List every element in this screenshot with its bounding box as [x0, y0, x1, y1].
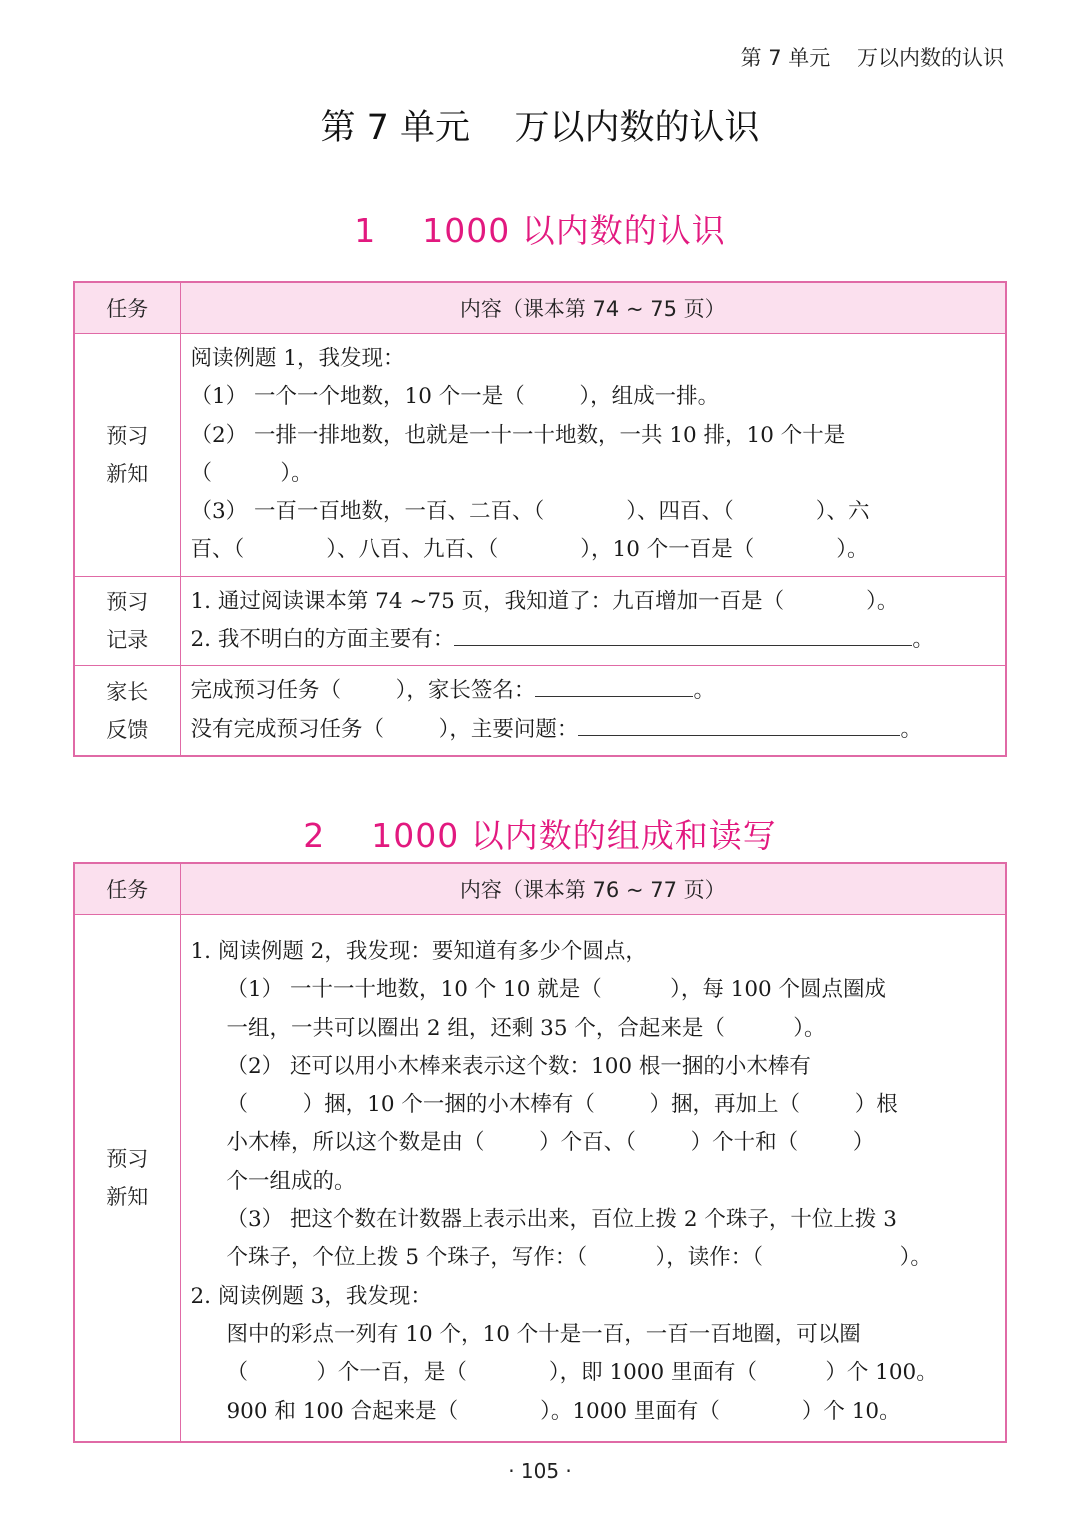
content-line: 1. 阅读例题 2，我发现：要知道有多少个圆点，: [190, 939, 647, 964]
row-label: [74, 334, 180, 577]
row-label-line: 预习: [106, 590, 149, 615]
content-line: 个一组成的。: [226, 1168, 356, 1194]
row-label-line: 反馈: [106, 717, 149, 742]
content-line: （2） 还可以用小木棒来表示这个数：100 根一捆的小木棒有: [226, 1053, 811, 1079]
content-line: 一组，一共可以圈出 2 组，还剩 35 个，合起来是（ ）。: [226, 1015, 826, 1041]
row-label-line: 预习: [106, 1146, 149, 1171]
content-line: 小木棒，所以这个数是由（ ）个百、（ ）个十和（ ）: [226, 1130, 875, 1156]
content-text: 完成预习任务（ ），家长签名：: [190, 678, 536, 704]
unit-title: 第 7 单元 万以内数的认识: [320, 108, 760, 148]
content-text: 没有完成预习任务（ ），主要问题：: [190, 716, 579, 742]
content-line: 图中的彩点一列有 10 个，10 个十是一百，一百一百地圈，可以圈: [226, 1321, 861, 1347]
signature-blank[interactable]: [535, 672, 693, 697]
section-1-title: 1 1000 以内数的认识: [354, 211, 726, 250]
row-label-line: 家长: [106, 679, 149, 704]
content-line: （2） 一排一排地数，也就是一十一十地数，一共 10 排，10 个十是: [190, 422, 846, 448]
content-line: [191, 672, 996, 710]
page-number: · 105 ·: [508, 1459, 572, 1483]
content-text: 。: [693, 678, 715, 704]
section-2-table: [73, 862, 1007, 1443]
section-1-table: [73, 281, 1007, 757]
table-row: [74, 666, 1006, 756]
table-row: [74, 576, 1006, 666]
table-header-row: [74, 282, 1006, 334]
problem-blank[interactable]: [578, 711, 900, 736]
content-text: 。: [900, 716, 922, 742]
content-text: 。: [912, 627, 934, 653]
content-line: （1） 一个一个地数，10 个一是（ ），组成一排。: [190, 384, 720, 410]
content-line: [191, 621, 996, 659]
content-line: （1） 一十一十地数，10 个 10 就是（ ），每 100 个圆点圈成: [226, 977, 887, 1003]
content-line: 1. 通过阅读课本第 74 ~75 页，我知道了：九百增加一百是（ ）。: [190, 588, 899, 614]
row-label-line: 新知: [106, 461, 149, 486]
fill-in-blank[interactable]: [454, 621, 912, 646]
content-line: 900 和 100 合起来是（ ）。1000 里面有（ ）个 10。: [226, 1398, 901, 1424]
content-line: 个珠子，个位上拨 5 个珠子，写作：（ ），读作：（ ）。: [226, 1245, 932, 1271]
section-2-title: 2 1000 以内数的组成和读写: [303, 816, 777, 855]
running-head: 第 7 单元 万以内数的认识: [740, 46, 1004, 70]
content-column-header: 内容（课本第 76 ~ 77 页）: [180, 863, 1006, 915]
row-label-line: 新知: [106, 1184, 149, 1209]
row-label-line: 记录: [106, 628, 149, 653]
row-content: [180, 666, 1006, 756]
task-column-header: 任务: [74, 863, 180, 915]
table-row: [74, 915, 1006, 1442]
row-content: [180, 915, 1006, 1442]
task-column-header: 任务: [74, 282, 180, 334]
content-line: （ ）。: [190, 460, 313, 486]
table-header-row: [74, 863, 1006, 915]
row-content: [180, 576, 1006, 666]
row-label: [74, 576, 180, 666]
content-line: 百、（ ）、八百、九百、（ ），10 个一百是（ ）。: [190, 537, 869, 563]
content-text: 2. 我不明白的方面主要有：: [190, 627, 455, 653]
row-label: [74, 915, 180, 1442]
content-line: 2. 阅读例题 3，我发现：: [190, 1283, 432, 1309]
content-line: [191, 711, 996, 749]
content-line: （ ）个一百，是（ ），即 1000 里面有（ ）个 100。: [226, 1360, 938, 1386]
row-content: [180, 334, 1006, 577]
content-column-header: 内容（课本第 74 ~ 75 页）: [180, 282, 1006, 334]
table-row: [74, 334, 1006, 577]
row-label: [74, 666, 180, 756]
content-line: （ ）捆，10 个一捆的小木棒有（ ）捆，再加上（ ）根: [226, 1092, 898, 1118]
content-line: 阅读例题 1，我发现：: [190, 346, 405, 371]
row-label-line: 预习: [106, 423, 149, 448]
content-line: （3） 把这个数在计数器上表示出来，百位上拨 2 个珠子，十位上拨 3: [226, 1207, 897, 1233]
content-line: （3） 一百一百地数，一百、二百、（ ）、四百、（ ）、六: [190, 499, 870, 525]
